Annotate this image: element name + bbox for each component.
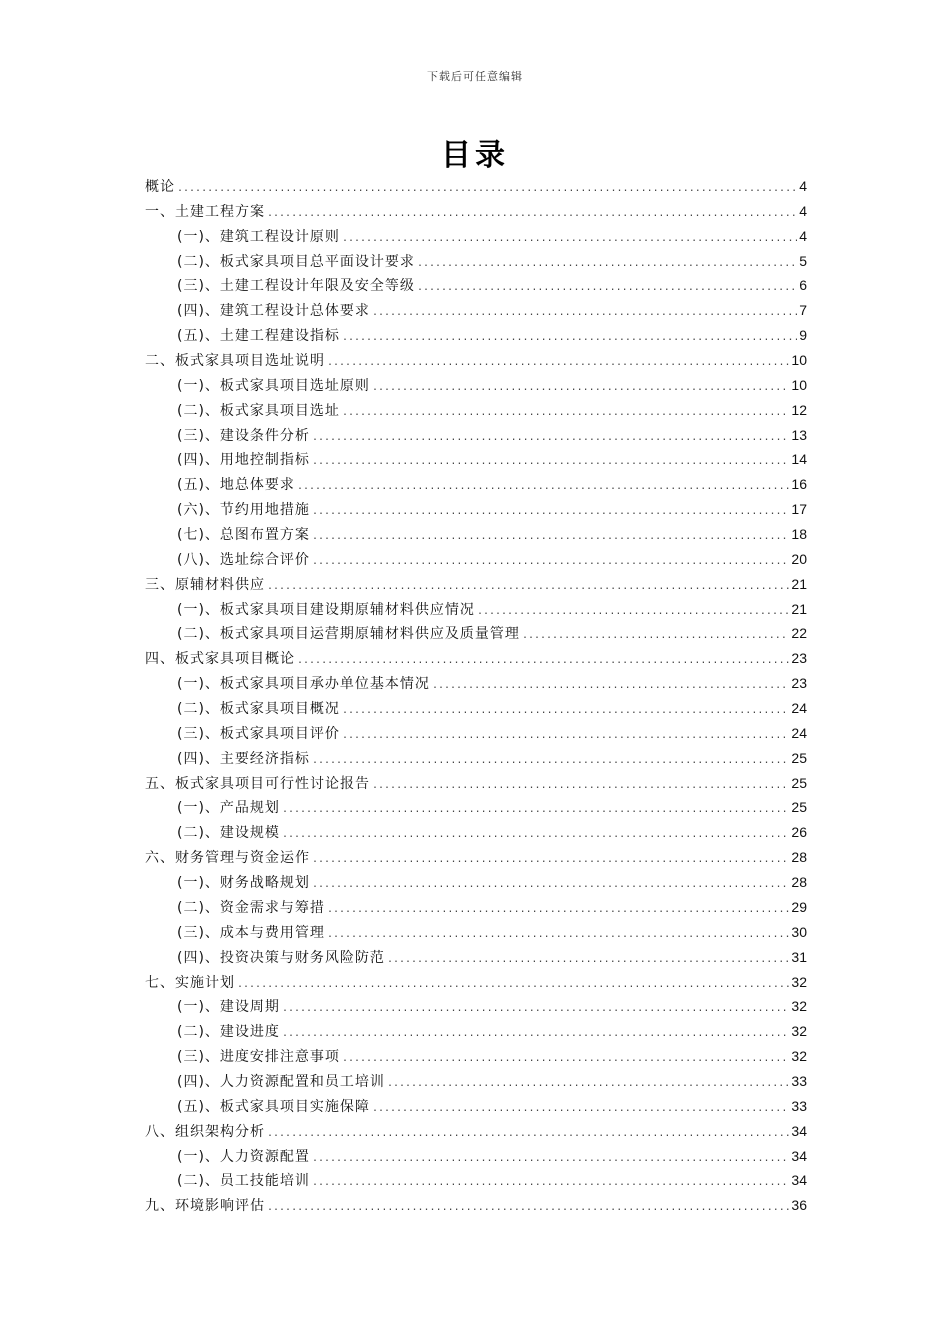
toc-entry[interactable] xyxy=(145,1119,807,1144)
toc-entry-title: (六)、节约用地措施 xyxy=(177,502,310,519)
toc-leader-dots xyxy=(312,1171,789,1196)
toc-leader-dots xyxy=(372,774,789,799)
toc-leader-dots xyxy=(312,426,789,451)
toc-leader-dots xyxy=(312,873,789,898)
toc-leader-dots xyxy=(312,848,789,873)
toc-entry-title: (三)、土建工程设计年限及安全等级 xyxy=(177,278,415,295)
toc-leader-dots xyxy=(267,575,789,600)
toc-leader-dots xyxy=(312,450,789,475)
toc-leader-dots xyxy=(342,724,789,749)
toc-entry[interactable] xyxy=(145,224,807,249)
toc-leader-dots xyxy=(342,699,789,724)
toc-page-number: 24 xyxy=(791,724,807,741)
toc-entry[interactable] xyxy=(145,572,807,597)
toc-entry-title: (三)、建设条件分析 xyxy=(177,427,310,444)
toc-entry-title: (一)、财务战略规划 xyxy=(177,875,310,892)
toc-entry-title: (二)、板式家具项目选址 xyxy=(177,402,340,419)
toc-entry[interactable] xyxy=(145,249,807,274)
toc-leader-dots xyxy=(267,1196,789,1221)
toc-page-number: 32 xyxy=(791,1023,807,1040)
toc-leader-dots xyxy=(282,997,789,1022)
toc-leader-dots xyxy=(372,301,797,326)
toc-page-number: 28 xyxy=(791,874,807,891)
toc-entry-title: (二)、资金需求与筹措 xyxy=(177,899,325,916)
toc-page-number: 10 xyxy=(791,352,807,369)
toc-leader-dots xyxy=(372,376,789,401)
toc-entry-title: 九、环境影响评估 xyxy=(145,1198,265,1215)
toc-entry-title: (二)、板式家具项目概况 xyxy=(177,701,340,718)
toc-entry-title: (二)、板式家具项目总平面设计要求 xyxy=(177,253,415,270)
toc-page-number: 21 xyxy=(791,575,807,592)
toc-leader-dots xyxy=(522,624,789,649)
toc-page-number: 28 xyxy=(791,849,807,866)
toc-entry-title: (五)、地总体要求 xyxy=(177,477,295,494)
toc-entry[interactable] xyxy=(145,1069,807,1094)
toc-entry-title: (一)、板式家具项目承办单位基本情况 xyxy=(177,676,430,693)
toc-entry[interactable] xyxy=(145,845,807,870)
toc-entry[interactable] xyxy=(145,994,807,1019)
toc-page-number: 36 xyxy=(791,1197,807,1214)
toc-page-number: 23 xyxy=(791,675,807,692)
toc-page-number: 25 xyxy=(791,774,807,791)
toc-entry-title: (五)、土建工程建设指标 xyxy=(177,328,340,345)
toc-entry[interactable] xyxy=(145,1168,807,1193)
toc-page-number: 18 xyxy=(791,526,807,543)
toc-entry[interactable] xyxy=(145,721,807,746)
toc-leader-dots xyxy=(297,475,789,500)
toc-page-number: 20 xyxy=(791,550,807,567)
toc-page-number: 34 xyxy=(791,1172,807,1189)
toc-leader-dots xyxy=(297,649,789,674)
toc-entry-title: (四)、用地控制指标 xyxy=(177,452,310,469)
toc-leader-dots xyxy=(282,823,789,848)
toc-entry-title: (一)、建设周期 xyxy=(177,999,280,1016)
toc-entry[interactable] xyxy=(145,696,807,721)
toc-entry-title: (二)、板式家具项目运营期原辅材料供应及质量管理 xyxy=(177,626,520,643)
toc-leader-dots xyxy=(342,326,797,351)
toc-entry[interactable] xyxy=(145,348,807,373)
table-of-contents xyxy=(145,174,807,1218)
toc-page-number: 21 xyxy=(791,600,807,617)
toc-entry-title: (一)、人力资源配置 xyxy=(177,1148,310,1165)
toc-entry[interactable] xyxy=(145,373,807,398)
toc-entry[interactable] xyxy=(145,945,807,970)
toc-entry[interactable] xyxy=(145,398,807,423)
toc-leader-dots xyxy=(327,923,789,948)
toc-leader-dots xyxy=(327,898,789,923)
toc-page-number: 16 xyxy=(791,476,807,493)
toc-entry-title: (四)、投资决策与财务风险防范 xyxy=(177,949,385,966)
toc-entry[interactable] xyxy=(145,522,807,547)
toc-entry-title: 七、实施计划 xyxy=(145,974,235,991)
toc-entry-title: (三)、成本与费用管理 xyxy=(177,924,325,941)
toc-page-number: 29 xyxy=(791,898,807,915)
toc-entry[interactable] xyxy=(145,447,807,472)
toc-page-number: 32 xyxy=(791,1048,807,1065)
toc-leader-dots xyxy=(282,798,789,823)
toc-leader-dots xyxy=(432,674,789,699)
toc-page-number: 26 xyxy=(791,824,807,841)
toc-entry[interactable] xyxy=(145,273,807,298)
toc-leader-dots xyxy=(477,600,789,625)
toc-page-number: 6 xyxy=(799,277,807,294)
toc-entry-title: 概论 xyxy=(145,179,175,195)
toc-entry-title: (一)、板式家具项目建设期原辅材料供应情况 xyxy=(177,601,475,618)
toc-entry-title: (八)、选址综合评价 xyxy=(177,551,310,568)
toc-entry[interactable] xyxy=(145,1144,807,1169)
toc-entry[interactable] xyxy=(145,199,807,224)
toc-leader-dots xyxy=(267,202,797,227)
toc-entry[interactable] xyxy=(145,1019,807,1044)
toc-leader-dots xyxy=(327,351,789,376)
toc-page-number: 12 xyxy=(791,401,807,418)
toc-entry[interactable] xyxy=(145,895,807,920)
toc-entry[interactable] xyxy=(145,746,807,771)
toc-page-number: 25 xyxy=(791,749,807,766)
toc-leader-dots xyxy=(312,749,789,774)
toc-page-number: 23 xyxy=(791,650,807,667)
toc-entry-title: (四)、建筑工程设计总体要求 xyxy=(177,303,370,320)
toc-page-number: 24 xyxy=(791,700,807,717)
toc-entry-title: (四)、人力资源配置和员工培训 xyxy=(177,1073,385,1090)
page-title: 目录 xyxy=(441,138,509,173)
toc-entry[interactable] xyxy=(145,621,807,646)
toc-leader-dots xyxy=(342,401,789,426)
toc-leader-dots xyxy=(312,1147,789,1172)
toc-entry[interactable] xyxy=(145,497,807,522)
toc-leader-dots xyxy=(342,227,797,252)
toc-entry[interactable] xyxy=(145,472,807,497)
toc-page-number: 33 xyxy=(791,1072,807,1089)
toc-entry-title: (二)、建设进度 xyxy=(177,1024,280,1041)
toc-entry[interactable] xyxy=(145,970,807,995)
toc-entry[interactable] xyxy=(145,795,807,820)
toc-entry[interactable] xyxy=(145,870,807,895)
toc-page-number: 4 xyxy=(799,202,807,219)
toc-entry[interactable] xyxy=(145,646,807,671)
toc-entry-title: (二)、员工技能培训 xyxy=(177,1173,310,1190)
toc-page-number: 34 xyxy=(791,1122,807,1139)
toc-entry-title: (三)、板式家具项目评价 xyxy=(177,725,340,742)
toc-page-number: 34 xyxy=(791,1147,807,1164)
toc-entry-title: (一)、产品规划 xyxy=(177,800,280,817)
toc-entry[interactable] xyxy=(145,1193,807,1218)
toc-entry[interactable] xyxy=(145,920,807,945)
toc-entry[interactable] xyxy=(145,597,807,622)
toc-page-number: 30 xyxy=(791,923,807,940)
toc-entry-title: (三)、进度安排注意事项 xyxy=(177,1049,340,1066)
toc-leader-dots xyxy=(267,1122,789,1147)
toc-leader-dots xyxy=(387,948,789,973)
toc-entry[interactable] xyxy=(145,298,807,323)
toc-leader-dots xyxy=(342,1047,789,1072)
toc-entry[interactable] xyxy=(145,1094,807,1119)
toc-entry[interactable] xyxy=(145,771,807,796)
toc-page-number: 17 xyxy=(791,501,807,518)
toc-entry-title: 二、板式家具项目选址说明 xyxy=(145,353,325,370)
toc-entry-title: 五、板式家具项目可行性讨论报告 xyxy=(145,775,370,792)
toc-entry-title: (一)、建筑工程设计原则 xyxy=(177,228,340,245)
toc-entry[interactable] xyxy=(145,174,807,199)
toc-entry-title: 六、财务管理与资金运作 xyxy=(145,850,310,867)
toc-page-number: 13 xyxy=(791,426,807,443)
toc-entry-title: 一、土建工程方案 xyxy=(145,203,265,220)
toc-leader-dots xyxy=(417,276,797,301)
toc-page-number: 32 xyxy=(791,973,807,990)
header-note: 下载后可任意编辑 xyxy=(427,70,523,83)
toc-entry[interactable] xyxy=(145,820,807,845)
toc-leader-dots xyxy=(312,500,789,525)
toc-entry-title: 八、组织架构分析 xyxy=(145,1123,265,1140)
toc-entry[interactable] xyxy=(145,323,807,348)
toc-leader-dots xyxy=(237,973,789,998)
toc-entry[interactable] xyxy=(145,547,807,572)
toc-entry[interactable] xyxy=(145,1044,807,1069)
toc-page-number: 31 xyxy=(791,948,807,965)
toc-entry-title: (四)、主要经济指标 xyxy=(177,750,310,767)
toc-entry-title: 四、板式家具项目概论 xyxy=(145,651,295,668)
toc-entry-title: 三、原辅材料供应 xyxy=(145,576,265,593)
toc-entry[interactable] xyxy=(145,671,807,696)
toc-entry[interactable] xyxy=(145,423,807,448)
toc-leader-dots xyxy=(282,1022,789,1047)
toc-page-number: 14 xyxy=(791,451,807,468)
toc-leader-dots xyxy=(372,1097,789,1122)
toc-page-number: 4 xyxy=(799,178,807,194)
toc-leader-dots xyxy=(387,1072,789,1097)
toc-page-number: 22 xyxy=(791,625,807,642)
toc-entry-title: (一)、板式家具项目选址原则 xyxy=(177,377,370,394)
toc-entry-title: (二)、建设规模 xyxy=(177,825,280,842)
toc-page-number: 4 xyxy=(799,227,807,244)
toc-page-number: 5 xyxy=(799,252,807,269)
toc-page-number: 10 xyxy=(791,376,807,393)
toc-page-number: 25 xyxy=(791,799,807,816)
toc-leader-dots xyxy=(312,550,789,575)
toc-leader-dots xyxy=(177,177,797,202)
toc-entry-title: (七)、总图布置方案 xyxy=(177,527,310,544)
toc-leader-dots xyxy=(417,252,797,277)
toc-page-number: 9 xyxy=(799,327,807,344)
toc-page-number: 32 xyxy=(791,998,807,1015)
toc-entry-title: (五)、板式家具项目实施保障 xyxy=(177,1098,370,1115)
toc-page-number: 33 xyxy=(791,1097,807,1114)
toc-leader-dots xyxy=(312,525,789,550)
toc-page-number: 7 xyxy=(799,302,807,319)
